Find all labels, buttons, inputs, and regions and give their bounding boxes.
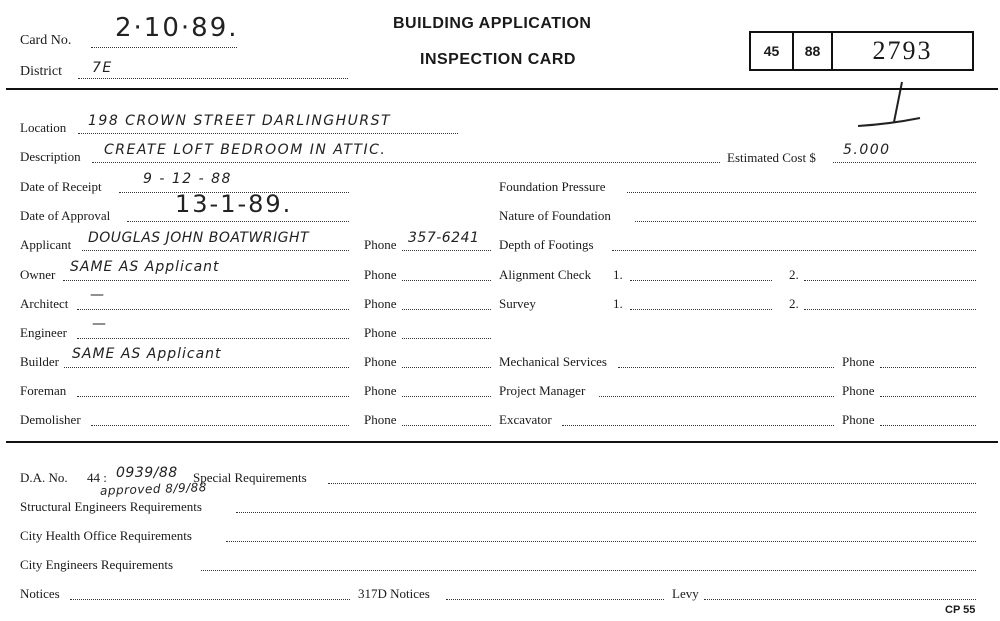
depth-footings-label: Depth of Footings	[499, 237, 594, 252]
architect-line	[77, 309, 349, 310]
alignment-line-2	[804, 280, 976, 281]
levy-label: Levy	[672, 586, 699, 601]
estimated-cost-value: 5.000	[843, 142, 891, 158]
mechanical-phone-line	[880, 367, 976, 368]
city-health-line	[226, 541, 976, 542]
engineer-phone-line	[402, 338, 491, 339]
location-label: Location	[20, 120, 67, 135]
survey-num-1: 1.	[613, 296, 623, 311]
estimated-cost-label: Estimated Cost $	[727, 150, 816, 165]
date-receipt-value: 9 - 12 - 88	[143, 171, 232, 187]
da-approved-note: approved 8/9/88	[99, 480, 208, 498]
form-code: CP 55	[945, 604, 976, 616]
owner-value: SAME AS Applicant	[70, 259, 220, 275]
alignment-num-2: 2.	[789, 267, 799, 282]
architect-label: Architect	[20, 296, 69, 311]
location-value: 198 CROWN STREET DARLINGHURST	[88, 113, 392, 129]
location-line	[78, 133, 458, 134]
excavator-phone-line	[880, 425, 976, 426]
builder-line	[64, 367, 349, 368]
architect-phone-label: Phone	[364, 296, 397, 311]
mechanical-services-line	[618, 367, 834, 368]
foreman-phone-line	[402, 396, 491, 397]
engineer-label: Engineer	[20, 325, 67, 340]
builder-phone-line	[402, 367, 491, 368]
city-engineers-label: City Engineers Requirements	[20, 557, 174, 572]
survey-line-2	[804, 309, 976, 310]
applicant-label: Applicant	[20, 237, 72, 252]
alignment-line-1	[630, 280, 772, 281]
alignment-num-1: 1.	[613, 267, 623, 282]
survey-label: Survey	[499, 296, 536, 311]
applicant-value: DOUGLAS JOHN BOATWRIGHT	[88, 230, 310, 246]
notices-line	[70, 599, 350, 600]
foreman-phone-label: Phone	[364, 383, 397, 398]
structural-engineers-label: Structural Engineers Requirements	[20, 499, 202, 514]
project-manager-phone-line	[880, 396, 976, 397]
date-approval-label: Date of Approval	[20, 208, 111, 223]
estimated-cost-line	[833, 162, 976, 163]
description-line	[92, 162, 720, 163]
da-no-label: D.A. No.	[20, 470, 68, 485]
description-label: Description	[20, 149, 81, 164]
notices-317d-line	[446, 599, 664, 600]
district-value: 7E	[92, 60, 113, 76]
demolisher-label: Demolisher	[20, 412, 81, 427]
special-requirements-line	[328, 483, 976, 484]
city-engineers-line	[201, 570, 976, 571]
demolisher-line	[91, 425, 349, 426]
engineer-line	[77, 338, 349, 339]
builder-label: Builder	[20, 354, 59, 369]
foreman-line	[77, 396, 349, 397]
card-no-value: 2·10·89.	[115, 13, 239, 43]
notices-317d-label: 317D Notices	[358, 586, 430, 601]
special-requirements-label: Special Requirements	[193, 470, 307, 485]
applicant-line	[82, 250, 349, 251]
card-no-label: Card No.	[20, 33, 72, 48]
mechanical-services-label: Mechanical Services	[499, 354, 607, 369]
excavator-line	[562, 425, 834, 426]
owner-phone-line	[402, 280, 491, 281]
engineer-value: —	[92, 316, 108, 332]
owner-label: Owner	[20, 267, 56, 282]
levy-line	[704, 599, 976, 600]
applicant-phone-value: 357-6241	[408, 230, 480, 246]
alignment-check-label: Alignment Check	[499, 267, 592, 282]
architect-phone-line	[402, 309, 491, 310]
description-value: CREATE LOFT BEDROOM IN ATTIC.	[104, 142, 387, 158]
nature-foundation-line	[635, 221, 976, 222]
applicant-phone-label: Phone	[364, 237, 397, 252]
engineer-phone-label: Phone	[364, 325, 397, 340]
box-cell-2: 88	[794, 33, 833, 69]
builder-value: SAME AS Applicant	[72, 346, 222, 362]
box-cell-3: 2793	[872, 36, 933, 65]
survey-num-2: 2.	[789, 296, 799, 311]
excavator-label: Excavator	[499, 412, 552, 427]
project-manager-phone-label: Phone	[842, 383, 875, 398]
nature-foundation-label: Nature of Foundation	[499, 208, 611, 223]
date-approval-value: 13-1-89.	[175, 190, 293, 218]
project-manager-line	[599, 396, 834, 397]
divider-middle	[6, 441, 998, 443]
date-approval-line	[127, 221, 349, 222]
form-title-line2: INSPECTION CARD	[420, 51, 576, 68]
notices-label: Notices	[20, 586, 60, 601]
da-no-prefix: 44 :	[87, 470, 107, 485]
structural-engineers-line	[236, 512, 976, 513]
da-no-value: 0939/88	[116, 465, 178, 481]
card-number-box	[749, 31, 974, 71]
district-label: District	[20, 64, 62, 79]
district-line	[78, 78, 348, 79]
form-title-line1: BUILDING APPLICATION	[393, 15, 592, 32]
divider-top	[6, 88, 998, 90]
project-manager-label: Project Manager	[499, 383, 586, 398]
applicant-phone-line	[402, 250, 491, 251]
foundation-pressure-label: Foundation Pressure	[499, 179, 606, 194]
foundation-pressure-line	[627, 192, 976, 193]
foreman-label: Foreman	[20, 383, 67, 398]
card-no-line	[91, 47, 237, 48]
survey-line-1	[630, 309, 772, 310]
demolisher-phone-line	[402, 425, 491, 426]
depth-footings-line	[612, 250, 976, 251]
excavator-phone-label: Phone	[842, 412, 875, 427]
box-cell-1: 45	[751, 33, 794, 69]
mechanical-phone-label: Phone	[842, 354, 875, 369]
architect-value: —	[90, 287, 106, 303]
owner-phone-label: Phone	[364, 267, 397, 282]
demolisher-phone-label: Phone	[364, 412, 397, 427]
owner-line	[63, 280, 349, 281]
date-receipt-label: Date of Receipt	[20, 179, 102, 194]
city-health-label: City Health Office Requirements	[20, 528, 192, 543]
builder-phone-label: Phone	[364, 354, 397, 369]
